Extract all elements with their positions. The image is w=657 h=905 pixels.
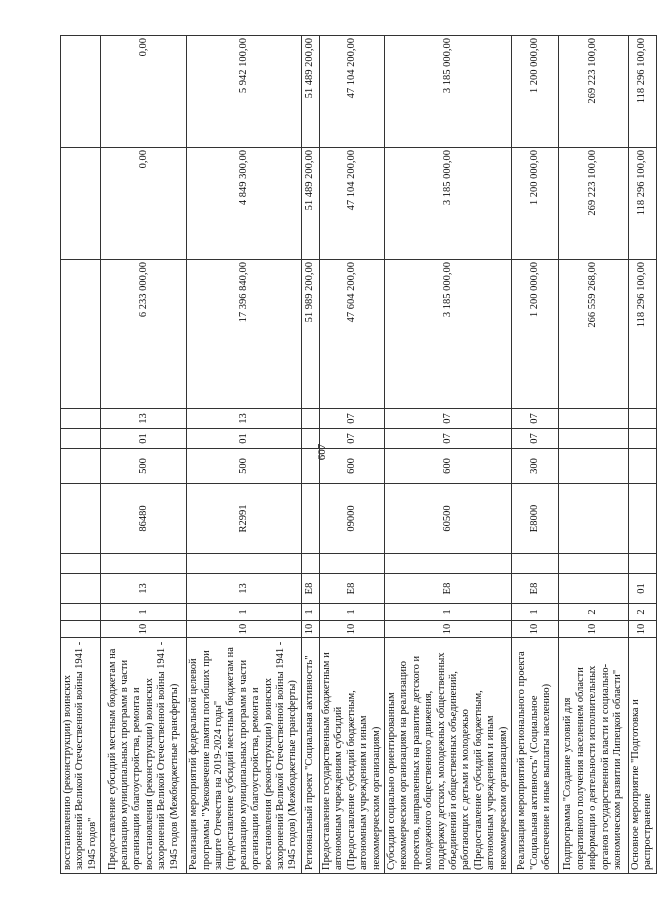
expense-type-code: [61, 449, 101, 484]
subsection-code: 07: [384, 409, 511, 429]
section-code: 07: [384, 429, 511, 449]
table-row: [384, 36, 511, 874]
amount-year-3: 0,00: [101, 36, 187, 148]
activity-code: E8: [319, 574, 384, 604]
amount-year-3: 3 185 000,00: [384, 36, 511, 148]
subprogram-code: 1: [101, 604, 187, 621]
empty-code-cell: [384, 554, 511, 574]
amount-year-3: 1 200 000,00: [511, 36, 558, 148]
program-code: 10: [187, 621, 302, 638]
subprogram-code: 1: [384, 604, 511, 621]
empty-code-cell: [101, 554, 187, 574]
row-description: Подпрограмма "Создание условий для оперативного получения населением области информации о деятельности исполнительных органов государственной власти и социально-экономическом развитии Липецкой области": [558, 638, 628, 874]
amount-year-1: 17 396 840,00: [187, 260, 302, 409]
activity-code: 01: [628, 574, 656, 604]
section-code: [558, 429, 628, 449]
program-code: 10: [558, 621, 628, 638]
empty-code-cell: [558, 554, 628, 574]
row-description: Реализация мероприятий регионального проекта "Социальная активность" (Социальное обеспечение и иные выплаты населению): [511, 638, 558, 874]
table-row: [558, 36, 628, 874]
row-description: Субсидии социально ориентированным некоммерческим организациям на реализацию проектов, направленных на развитие детского и молодежного общественного движения, поддержку детских, молодежных общественных объединений и общественных объединений, работающих с детьми и молодежью (Предоставление субсидий бюджетным, автономным учреждениям и иным некоммерческим организациям): [384, 638, 511, 874]
amount-year-1: 1 200 000,00: [511, 260, 558, 409]
activity-code: 13: [101, 574, 187, 604]
subprogram-code: 1: [187, 604, 302, 621]
rotated-budget-table-wrapper: [60, 36, 654, 874]
direction-code: 60500: [384, 484, 511, 554]
direction-code: 86480: [101, 484, 187, 554]
subprogram-code: 2: [628, 604, 656, 621]
row-description: Основное мероприятие "Подготовка и распространение: [628, 638, 656, 874]
subsection-code: [628, 409, 656, 429]
row-description: Региональный проект "Социальная активность": [301, 638, 319, 874]
row-description: Предоставление субсидий местным бюджетам на реализацию муниципальных программ в части организации благоустройства, ремонта и восстановления (реконструкции) воинских захоронений Великой Отечественной войны 1941 - 1945 годов (Межбюджетные трансферты): [101, 638, 187, 874]
empty-code-cell: [511, 554, 558, 574]
subsection-code: [558, 409, 628, 429]
activity-code: E8: [384, 574, 511, 604]
expense-type-code: [301, 449, 319, 484]
section-code: 07: [319, 429, 384, 449]
amount-year-2: 0,00: [101, 148, 187, 260]
empty-code-cell: [628, 554, 656, 574]
table-row: [511, 36, 558, 874]
expense-type-code: 600: [319, 449, 384, 484]
program-code: 10: [628, 621, 656, 638]
amount-year-2: [61, 148, 101, 260]
amount-year-1: 266 559 268,00: [558, 260, 628, 409]
subsection-code: 07: [511, 409, 558, 429]
amount-year-2: 1 200 000,00: [511, 148, 558, 260]
amount-year-3: 118 296 100,00: [628, 36, 656, 148]
amount-year-1: 118 296 100,00: [628, 260, 656, 409]
table-row: [628, 36, 656, 874]
program-code: 10: [511, 621, 558, 638]
subprogram-code: 1: [301, 604, 319, 621]
section-code: [61, 429, 101, 449]
direction-code: [301, 484, 319, 554]
section-code: 01: [187, 429, 302, 449]
section-code: [628, 429, 656, 449]
row-description: восстановлению (реконструкции) воинских захоронений Великой Отечественной войны 1941 - 1945 годов": [61, 638, 101, 874]
empty-code-cell: [61, 554, 101, 574]
row-description: Предоставление государственным бюджетным и автономным учреждениям субсидий (Предоставление субсидий бюджетным, автономным учреждениям и иным некоммерческим организациям): [319, 638, 384, 874]
subsection-code: [301, 409, 319, 429]
amount-year-3: 51 489 200,00: [301, 36, 319, 148]
amount-year-2: 4 849 300,00: [187, 148, 302, 260]
activity-code: E8: [301, 574, 319, 604]
expense-type-code: 500: [101, 449, 187, 484]
subprogram-code: [61, 604, 101, 621]
expense-type-code: [628, 449, 656, 484]
subsection-code: 13: [187, 409, 302, 429]
activity-code: [61, 574, 101, 604]
section-code: 07: [511, 429, 558, 449]
amount-year-3: 269 223 100,00: [558, 36, 628, 148]
direction-code: [628, 484, 656, 554]
subsection-code: 07: [319, 409, 384, 429]
subsection-code: 13: [101, 409, 187, 429]
amount-year-2: 118 296 100,00: [628, 148, 656, 260]
program-code: 10: [301, 621, 319, 638]
empty-code-cell: [319, 554, 384, 574]
empty-code-cell: [301, 554, 319, 574]
activity-code: 13: [187, 574, 302, 604]
program-code: 10: [384, 621, 511, 638]
amount-year-3: [61, 36, 101, 148]
direction-code: 09000: [319, 484, 384, 554]
subprogram-code: 1: [319, 604, 384, 621]
amount-year-2: 51 489 200,00: [301, 148, 319, 260]
expense-type-code: [558, 449, 628, 484]
program-code: 10: [319, 621, 384, 638]
amount-year-1: 51 989 200,00: [301, 260, 319, 409]
amount-year-1: 3 185 000,00: [384, 260, 511, 409]
amount-year-1: 6 233 000,00: [101, 260, 187, 409]
subprogram-code: 1: [511, 604, 558, 621]
amount-year-2: 3 185 000,00: [384, 148, 511, 260]
table-row: [187, 36, 302, 874]
table-row: [101, 36, 187, 874]
expense-type-code: 500: [187, 449, 302, 484]
expense-type-code: 600: [384, 449, 511, 484]
page-number: 607: [316, 443, 328, 461]
table-row: [319, 36, 384, 874]
amount-year-3: 47 104 200,00: [319, 36, 384, 148]
direction-code: E8000: [511, 484, 558, 554]
section-code: [301, 429, 319, 449]
amount-year-2: 47 104 200,00: [319, 148, 384, 260]
activity-code: [558, 574, 628, 604]
section-code: 01: [101, 429, 187, 449]
direction-code: [61, 484, 101, 554]
row-description: Реализация мероприятий федеральной целевой программы "Увековечение памяти погибших при защите Отечества на 2019-2024 годы" (предоставление субсидий местным бюджетам на реализацию муниципальных программ в части организации благоустройства, ремонта и восстановления (реконструкции) воинских захоронений Великой Отечественной войны 1941 - 1945 годов) (Межбюджетные трансферты): [187, 638, 302, 874]
expense-type-code: 300: [511, 449, 558, 484]
amount-year-3: 5 942 100,00: [187, 36, 302, 148]
empty-code-cell: [187, 554, 302, 574]
direction-code: R2991: [187, 484, 302, 554]
amount-year-1: [61, 260, 101, 409]
subprogram-code: 2: [558, 604, 628, 621]
budget-table: [60, 35, 657, 874]
amount-year-2: 269 223 100,00: [558, 148, 628, 260]
subsection-code: [61, 409, 101, 429]
table-row: [61, 36, 101, 874]
amount-year-1: 47 604 200,00: [319, 260, 384, 409]
table-row: [301, 36, 319, 874]
program-code: 10: [101, 621, 187, 638]
program-code: [61, 621, 101, 638]
activity-code: E8: [511, 574, 558, 604]
direction-code: [558, 484, 628, 554]
